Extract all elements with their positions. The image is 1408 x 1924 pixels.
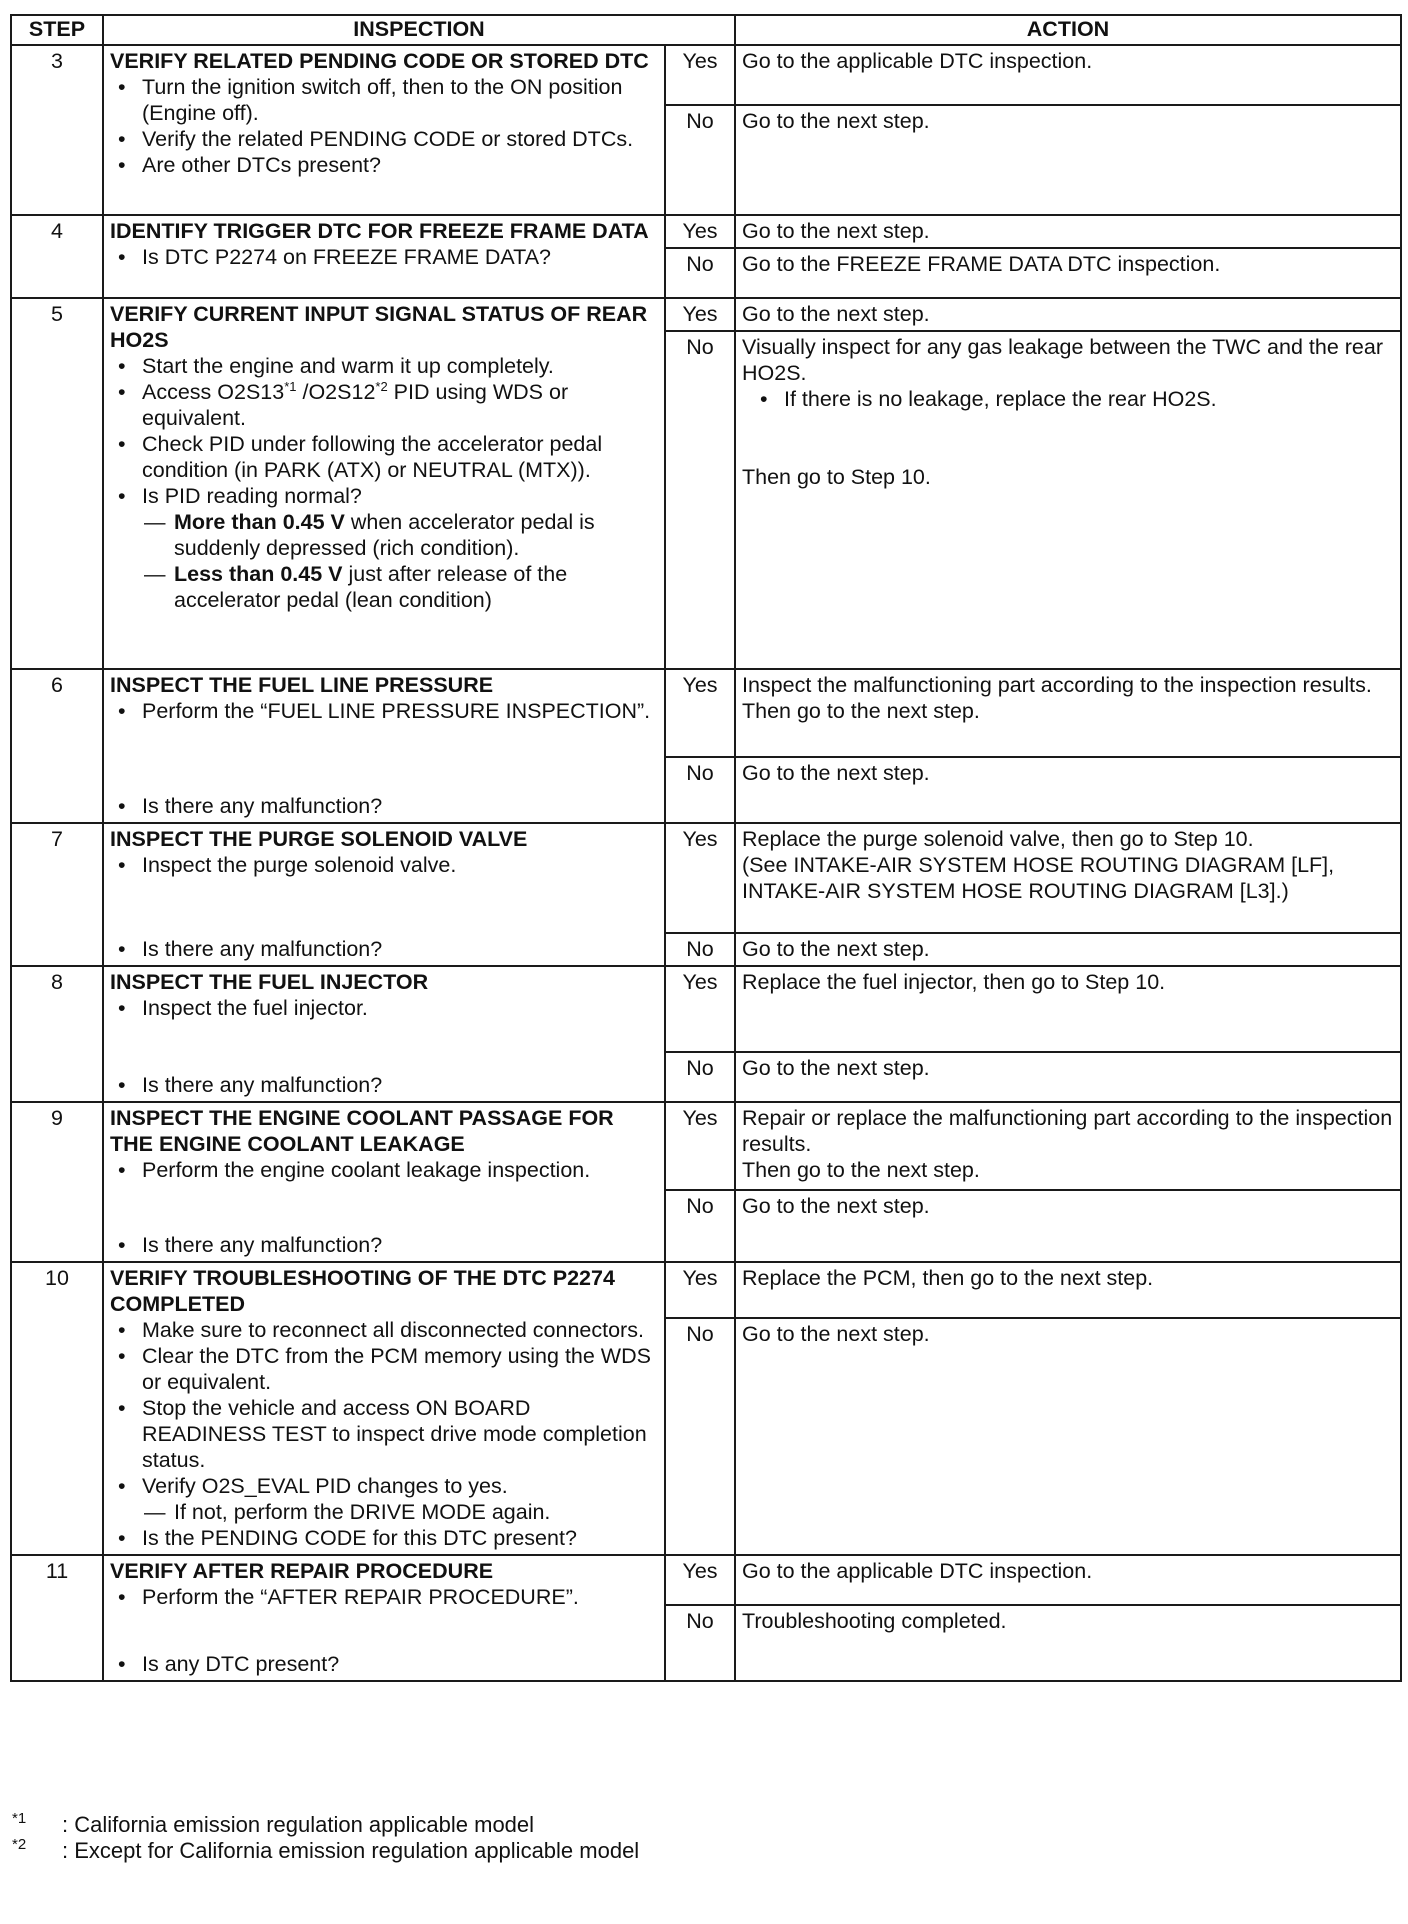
step-number: 4 [11, 215, 103, 298]
table-row [11, 823, 1401, 933]
table-row [11, 1262, 1401, 1318]
step-inspection [103, 1555, 665, 1681]
step-inspection [103, 1262, 665, 1555]
action-no: Go to the next step. [735, 933, 1401, 966]
table-row [11, 1555, 1401, 1605]
answer-yes: Yes [665, 823, 735, 933]
condition-rich: — More than 0.45 V when accelerator pedal is suddenly depressed (rich condition). [144, 510, 595, 560]
answer-no: No [665, 331, 735, 669]
step-number: 5 [11, 298, 103, 669]
step-number: 3 [11, 45, 103, 215]
action-yes: Replace the fuel injector, then go to Step 10. [735, 966, 1401, 1052]
inspection-bullet: • Make sure to reconnect all disconnected connectors. [110, 1317, 658, 1343]
action-yes: Go to the applicable DTC inspection. [735, 45, 1401, 105]
inspection-bullet: • Perform the “AFTER REPAIR PROCEDURE”. [110, 1584, 658, 1610]
answer-no: No [665, 1318, 735, 1555]
answer-no: No [665, 105, 735, 215]
inspection-question: • Is PID reading normal? — More than 0.45 V when accelerator pedal is suddenly depressed (rich condition). — Less than 0.45 V just after release of the accelerator pedal (lean condition) [110, 483, 658, 613]
step-inspection [103, 669, 665, 823]
inspection-bullet: • Start the engine and warm it up completely. [110, 353, 658, 379]
inspection-bullet: • Turn the ignition switch off, then to the ON position (Engine off). [110, 74, 658, 126]
step-title: IDENTIFY TRIGGER DTC FOR FREEZE FRAME DATA [110, 219, 649, 243]
footnote-mark: *1 [12, 1810, 27, 1827]
step-number: 10 [11, 1262, 103, 1555]
inspection-question: • Is any DTC present? [110, 1651, 658, 1677]
header-action: ACTION [735, 15, 1401, 45]
step-title: INSPECT THE PURGE SOLENOID VALVE [110, 827, 528, 851]
action-yes: Go to the applicable DTC inspection. [735, 1555, 1401, 1605]
footnotes [12, 1812, 639, 1864]
step-inspection [103, 215, 665, 298]
header-inspection: INSPECTION [103, 15, 735, 45]
step-number: 6 [11, 669, 103, 823]
dtc-procedure-table [10, 14, 1402, 1682]
inspection-question: • Is the PENDING CODE for this DTC present? [110, 1525, 658, 1551]
inspection-bullet: • Perform the “FUEL LINE PRESSURE INSPECTION”. [110, 698, 658, 724]
answer-yes: Yes [665, 966, 735, 1052]
step-inspection [103, 1102, 665, 1262]
step-title: VERIFY AFTER REPAIR PROCEDURE [110, 1559, 494, 1583]
footnote-marker: *2 [375, 378, 388, 394]
answer-yes: Yes [665, 1262, 735, 1318]
step-title: INSPECT THE FUEL LINE PRESSURE [110, 673, 494, 697]
troubleshooting-sheet [10, 14, 1400, 1682]
inspection-bullet: • Inspect the fuel injector. [110, 995, 658, 1021]
inspection-bullet: • Inspect the purge solenoid valve. [110, 852, 658, 878]
answer-yes: Yes [665, 1555, 735, 1605]
answer-no: No [665, 933, 735, 966]
footnote-text: : Except for California emission regulation applicable model [62, 1838, 640, 1863]
table-row [11, 1102, 1401, 1190]
table-row [11, 966, 1401, 1052]
step-title: VERIFY TROUBLESHOOTING OF THE DTC P2274 COMPLETED [110, 1266, 615, 1316]
action-then: Then go to Step 10. [742, 465, 931, 489]
action-no: Troubleshooting completed. [735, 1605, 1401, 1681]
answer-yes: Yes [665, 669, 735, 757]
inspection-bullet: • Perform the engine coolant leakage inspection. [110, 1157, 658, 1183]
answer-no: No [665, 1605, 735, 1681]
inspection-question: • Is there any malfunction? [110, 793, 658, 819]
step-title: VERIFY RELATED PENDING CODE OR STORED DTC [110, 49, 649, 73]
header-step: STEP [11, 15, 103, 45]
footnote-2 [12, 1838, 639, 1864]
answer-yes: Yes [665, 298, 735, 331]
inspection-bullet: • Clear the DTC from the PCM memory using the WDS or equivalent. [110, 1343, 658, 1395]
table-row [11, 45, 1401, 105]
action-no: Go to the next step. [735, 757, 1401, 823]
answer-no: No [665, 757, 735, 823]
action-no: Go to the FREEZE FRAME DATA DTC inspection. [735, 248, 1401, 298]
step-number: 7 [11, 823, 103, 966]
step-title: INSPECT THE FUEL INJECTOR [110, 970, 429, 994]
footnote-1 [12, 1812, 639, 1838]
action-yes: Go to the next step. [735, 298, 1401, 331]
footnote-text: : California emission regulation applicable model [62, 1812, 535, 1837]
action-no: Go to the next step. [735, 105, 1401, 215]
answer-no: No [665, 1190, 735, 1262]
answer-no: No [665, 248, 735, 298]
inspection-question: • Is there any malfunction? [110, 1232, 658, 1258]
action-yes: Replace the PCM, then go to the next step. [735, 1262, 1401, 1318]
answer-yes: Yes [665, 1102, 735, 1190]
answer-yes: Yes [665, 215, 735, 248]
footnote-marker: *1 [284, 378, 297, 394]
action-yes: Replace the purge solenoid valve, then go to Step 10. (See INTAKE-AIR SYSTEM HOSE ROUTING DIAGRAM [LF], INTAKE-AIR SYSTEM HOSE ROUTING DIAGRAM [L3].) [735, 823, 1401, 933]
inspection-bullet: • Stop the vehicle and access ON BOARD READINESS TEST to inspect drive mode completion status. [110, 1395, 658, 1473]
table-row [11, 298, 1401, 331]
action-yes: Inspect the malfunctioning part according to the inspection results. Then go to the next step. [735, 669, 1401, 757]
table-row [11, 215, 1401, 248]
step-number: 8 [11, 966, 103, 1102]
step-inspection [103, 966, 665, 1102]
inspection-question: • Is there any malfunction? [110, 1072, 658, 1098]
inspection-bullet: • Verify the related PENDING CODE or stored DTCs. [110, 126, 658, 152]
step-number: 11 [11, 1555, 103, 1681]
inspection-question: • Is DTC P2274 on FREEZE FRAME DATA? [110, 244, 658, 270]
condition-lean: — Less than 0.45 V just after release of the accelerator pedal (lean condition) [144, 562, 568, 612]
step-inspection [103, 823, 665, 966]
action-no: Go to the next step. [735, 1318, 1401, 1555]
step-inspection [103, 45, 665, 215]
step-title: VERIFY CURRENT INPUT SIGNAL STATUS OF REAR HO2S [110, 302, 648, 352]
inspection-sub-item: — If not, perform the DRIVE MODE again. [144, 1500, 551, 1524]
answer-yes: Yes [665, 45, 735, 105]
inspection-bullet: • Access O2S13$^{*1}$ /O2S12$^{*2}$ PID using WDS or equivalent. [110, 379, 658, 431]
action-yes: Go to the next step. [735, 215, 1401, 248]
footnote-mark: *2 [12, 1836, 27, 1853]
inspection-question: • Is there any malfunction? [110, 936, 658, 962]
inspection-question: • Are other DTCs present? [110, 152, 658, 178]
step-inspection [103, 298, 665, 669]
answer-no: No [665, 1052, 735, 1102]
action-no: Visually inspect for any gas leakage between the TWC and the rear HO2S. • If there is no leakage, replace the rear HO2S. Then go to Step 10. [735, 331, 1401, 669]
inspection-bullet: • Verify O2S_EVAL PID changes to yes. — If not, perform the DRIVE MODE again. [110, 1473, 658, 1525]
inspection-bullet: • Check PID under following the accelerator pedal condition (in PARK (ATX) or NEUTRAL (MTX)). [110, 431, 658, 483]
action-yes: Repair or replace the malfunctioning part according to the inspection results. Then go to the next step. [735, 1102, 1401, 1190]
action-no: Go to the next step. [735, 1052, 1401, 1102]
table-row [11, 669, 1401, 757]
step-title: INSPECT THE ENGINE COOLANT PASSAGE FOR THE ENGINE COOLANT LEAKAGE [110, 1106, 614, 1156]
step-number: 9 [11, 1102, 103, 1262]
action-no: Go to the next step. [735, 1190, 1401, 1262]
table-header-row [11, 15, 1401, 45]
action-sub-bullet: • If there is no leakage, replace the rear HO2S. [742, 386, 1394, 412]
